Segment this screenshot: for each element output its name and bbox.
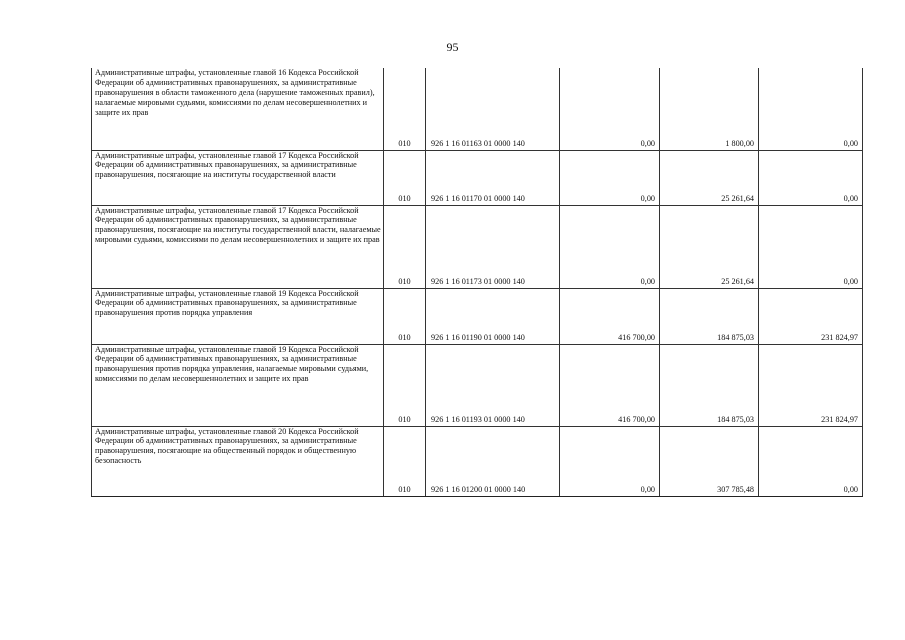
row-plan: 0,00 (640, 138, 655, 148)
row-executed: 184 875,03 (717, 414, 754, 424)
table-row (92, 150, 863, 205)
row-code: 010 (398, 138, 411, 148)
page-number: 95 (446, 40, 459, 54)
row-kbk: 926 1 16 01200 01 0000 140 (431, 484, 526, 494)
row-code: 010 (398, 414, 411, 424)
row-remaining: 0,00 (843, 484, 858, 494)
row-remaining: 231 824,97 (821, 332, 858, 342)
row-executed: 25 261,64 (721, 193, 754, 203)
row-description: Административные штрафы, установленные главой 20 Кодекса Российской Федерации об административных правонарушениях, за административные правонарушения, посягающие на общественный порядок и общественную безопасность (92, 426, 384, 496)
row-plan: 416 700,00 (618, 332, 655, 342)
row-plan: 0,00 (640, 193, 655, 203)
row-remaining: 231 824,97 (821, 414, 858, 424)
table-row (92, 205, 863, 288)
row-description: Административные штрафы, установленные главой 16 Кодекса Российской Федерации об административных правонарушениях, за административные правонарушения в области таможенного дела (нарушение таможенных правил), налагаемые мировыми судьями, комиссиями по делам несовершеннолетних и защите их прав (92, 68, 384, 150)
row-kbk: 926 1 16 01190 01 0000 140 (431, 332, 525, 342)
row-description: Административные штрафы, установленные главой 17 Кодекса Российской Федерации об административных правонарушениях, за административные правонарушения, посягающие на институты государственной власти (92, 150, 384, 205)
table-row (92, 426, 863, 496)
row-code: 010 (398, 332, 411, 342)
row-code: 010 (398, 484, 411, 494)
table-row (92, 68, 863, 150)
table-row (92, 288, 863, 344)
row-remaining: 0,00 (843, 138, 858, 148)
row-description: Административные штрафы, установленные главой 19 Кодекса Российской Федерации об административных правонарушениях, за административные правонарушения против порядка управления, налагаемые мировыми судьями, комиссиями по делам несовершеннолетних и защите их прав (92, 344, 384, 426)
row-kbk: 926 1 16 01170 01 0000 140 (431, 193, 525, 203)
row-executed: 1 800,00 (725, 138, 754, 148)
row-remaining: 0,00 (843, 276, 858, 286)
row-kbk: 926 1 16 01193 01 0000 140 (431, 414, 525, 424)
row-executed: 184 875,03 (717, 332, 754, 342)
row-plan: 0,00 (640, 276, 655, 286)
row-executed: 25 261,64 (721, 276, 754, 286)
row-code: 010 (398, 193, 411, 203)
row-remaining: 0,00 (843, 193, 858, 203)
row-description: Административные штрафы, установленные главой 17 Кодекса Российской Федерации об административных правонарушениях, за административные правонарушения, посягающие на институты государственной власти, налагаемые мировыми судьями, комиссиями по делам несовершеннолетних и защите их прав (92, 205, 384, 288)
revenue-table (91, 68, 863, 497)
row-plan: 416 700,00 (618, 414, 655, 424)
row-code: 010 (398, 276, 411, 286)
row-kbk: 926 1 16 01173 01 0000 140 (431, 276, 525, 286)
table-row (92, 344, 863, 426)
row-description: Административные штрафы, установленные главой 19 Кодекса Российской Федерации об административных правонарушениях, за административные правонарушения против порядка управления (92, 288, 384, 344)
row-plan: 0,00 (640, 484, 655, 494)
row-executed: 307 785,48 (717, 484, 754, 494)
row-kbk: 926 1 16 01163 01 0000 140 (431, 138, 525, 148)
